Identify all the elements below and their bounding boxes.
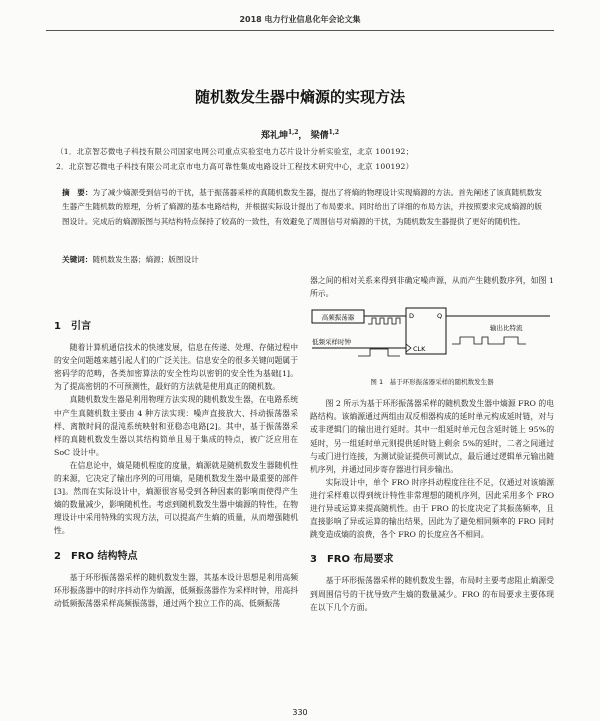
section-2-continuation: 器之间的相对关系来得到非确定噪声源，从而产生随机数序列，如图 1 所示。 <box>310 276 554 299</box>
left-column <box>54 320 298 610</box>
right-column <box>310 274 554 614</box>
author-1: 郑礼坤 <box>260 131 288 141</box>
author-2-sup: 1,2 <box>328 129 340 136</box>
section-3-paragraph-1: 基于环形振荡器采样的随机数发生器，布局时主要考虑阻止熵源受到周围信号的干扰导致产生熵的数量减少。FRO 的布局要求主要体现在以下几个方面。 <box>310 576 554 612</box>
keywords-text: 随机数发生器；熵源；版图设计 <box>92 255 199 264</box>
author-1-sup: 1,2 <box>287 129 299 136</box>
section-2-paragraph-1: 基于环形振荡器采样的随机数发生器，其基本设计思想是利用高频环形振荡器中的时序抖动作为熵源，低频振荡器作为采样时钟，用高抖动低频振荡器采样高频振荡器，通过两个独立工作的高、低频振荡 <box>54 572 298 608</box>
affiliation-2: 2．北京智芯微电子科技有限公司北京市电力高可靠性集成电路设计工程技术研究中心，北京 100192） <box>56 162 414 171</box>
paper-title: 随机数发生器中熵源的实现方法 <box>194 88 405 106</box>
author-sep: ， <box>298 131 308 141</box>
dff-d-label: D <box>409 312 415 321</box>
author-2: 梁倩 <box>310 131 329 141</box>
affiliation-1: （1．北京智芯微电子科技有限公司国家电网公司重点实验室电力芯片设计分析实验室，北京 100192； <box>56 147 414 156</box>
dff-q-label: Q <box>437 312 443 321</box>
authors <box>0 128 600 141</box>
section-2-paragraph-3: 实际设计中，单个 FRO 时序抖动程度往往不足，仅通过对该熵源进行采样难以得到统计特性非常理想的随机序列，因此采用多个 FRO 进行异或运算来提高随机性。由于 FRO 的长度决定了其振荡频率，且直接影响了异或运算的输出结果，因此为了避免相同频率的 FRO 同时跳变造成熵的浪费，各个 FRO 的长度应各不相同。 <box>310 477 554 540</box>
section-1-heading: 1 引言 <box>54 321 91 332</box>
clk-triangle <box>406 344 411 352</box>
figure-1 <box>310 304 554 374</box>
keywords <box>62 254 199 265</box>
section-2-heading: 2 FRO 结构特点 <box>54 550 138 562</box>
keywords-label: 关键词： <box>62 255 93 264</box>
section-2-paragraph-2: 图 2 所示为基于环形振荡器采样的随机数发生器中熵源 FRO 的电路结构。该熵源通过两组由双反相器构成的延时单元构成延时链，对与或非逻辑门的输出进行延时。其中一组延时单元包含延时链上 95%的延时，另一组延时单元则提供延时链上剩余 5%的延时，二者之间通过与或门进行连接，为测试验证提供可测试点，最后通过逻辑单元输出随机序列，并通过同步寄存器进行同步输出。 <box>310 399 554 474</box>
lf-clock-label: 低频采样时钟 <box>312 338 351 347</box>
dff-clk-label: CLK <box>413 345 426 354</box>
output-label: 输出比特流 <box>490 324 523 333</box>
page-number: 330 <box>292 708 308 717</box>
section-3-heading: 3 FRO 布局要求 <box>310 554 394 566</box>
section-1-paragraph-1: 随着计算机通信技术的快速发展，信息在传递、处理、存储过程中的安全问题越来越引起人们的广泛关注。信息安全的很多关键问题属于密码学的范畴，各类加密算法的安全性均以密钥的安全性为基础[1]。为了提高密钥的不可预测性，最好的方法就是使用真正的随机数。 <box>54 343 298 392</box>
lf-waveform <box>358 349 400 356</box>
hf-oscillator-label: 高频振荡器 <box>321 313 355 322</box>
hf-waveform <box>368 318 400 324</box>
output-waveform <box>452 337 526 344</box>
section-1-paragraph-2: 真随机数发生器是利用物理方法实现的随机数发生器，在电路系统中产生真随机数主要由 4 种方法实现：噪声直接放大、抖动振荡器采样、离散时间的混沌系统映射和亚稳态电路[2]。其中，基于振荡器采样的真随机数发生器以其结构简单且易于集成的特点，被广泛应用在 SoC 设计中。 <box>54 395 298 457</box>
abstract-text: 为了减少熵源受到信号的干扰，基于振荡器采样的真随机数发生器，提出了将熵的物理设计实现熵源的方法。首先阐述了该真随机数发生器产生随机数的原理，分析了熵源的基本电路结构，并根据实际设计提出了布局要求。同时给出了详细的布局方法，并按照要求完成熵源的版图设计。完成后的熵源版图与其结构特点保持了较高的一致性，有效避免了周围信号对熵源的干扰，为随机数发生器提供了更好的随机性。 <box>62 188 542 226</box>
figure-1-diagram <box>310 304 554 374</box>
figure-1-caption: 图 1 基于环形振荡器采样的随机数发生器 <box>370 378 494 387</box>
abstract <box>62 186 542 229</box>
header-rule <box>46 30 554 31</box>
running-header: 2018 电力行业信息化年会论文集 <box>239 15 361 24</box>
abstract-label: 摘 要： <box>62 188 93 197</box>
section-1-paragraph-3: 在信息论中，熵是随机程度的度量，熵源就是随机数发生器随机性的来源，它决定了输出序列的可用熵，是随机数发生器中最重要的部件[3]。然而在实际设计中，熵源很容易受到各种因素的影响而使得产生熵的数量减少，影响随机性。考虑到随机数发生器中熵源的特性，在物理设计中采用特殊的实现方法，可以提高产生熵的质量，从而增强随机性。 <box>54 460 298 536</box>
